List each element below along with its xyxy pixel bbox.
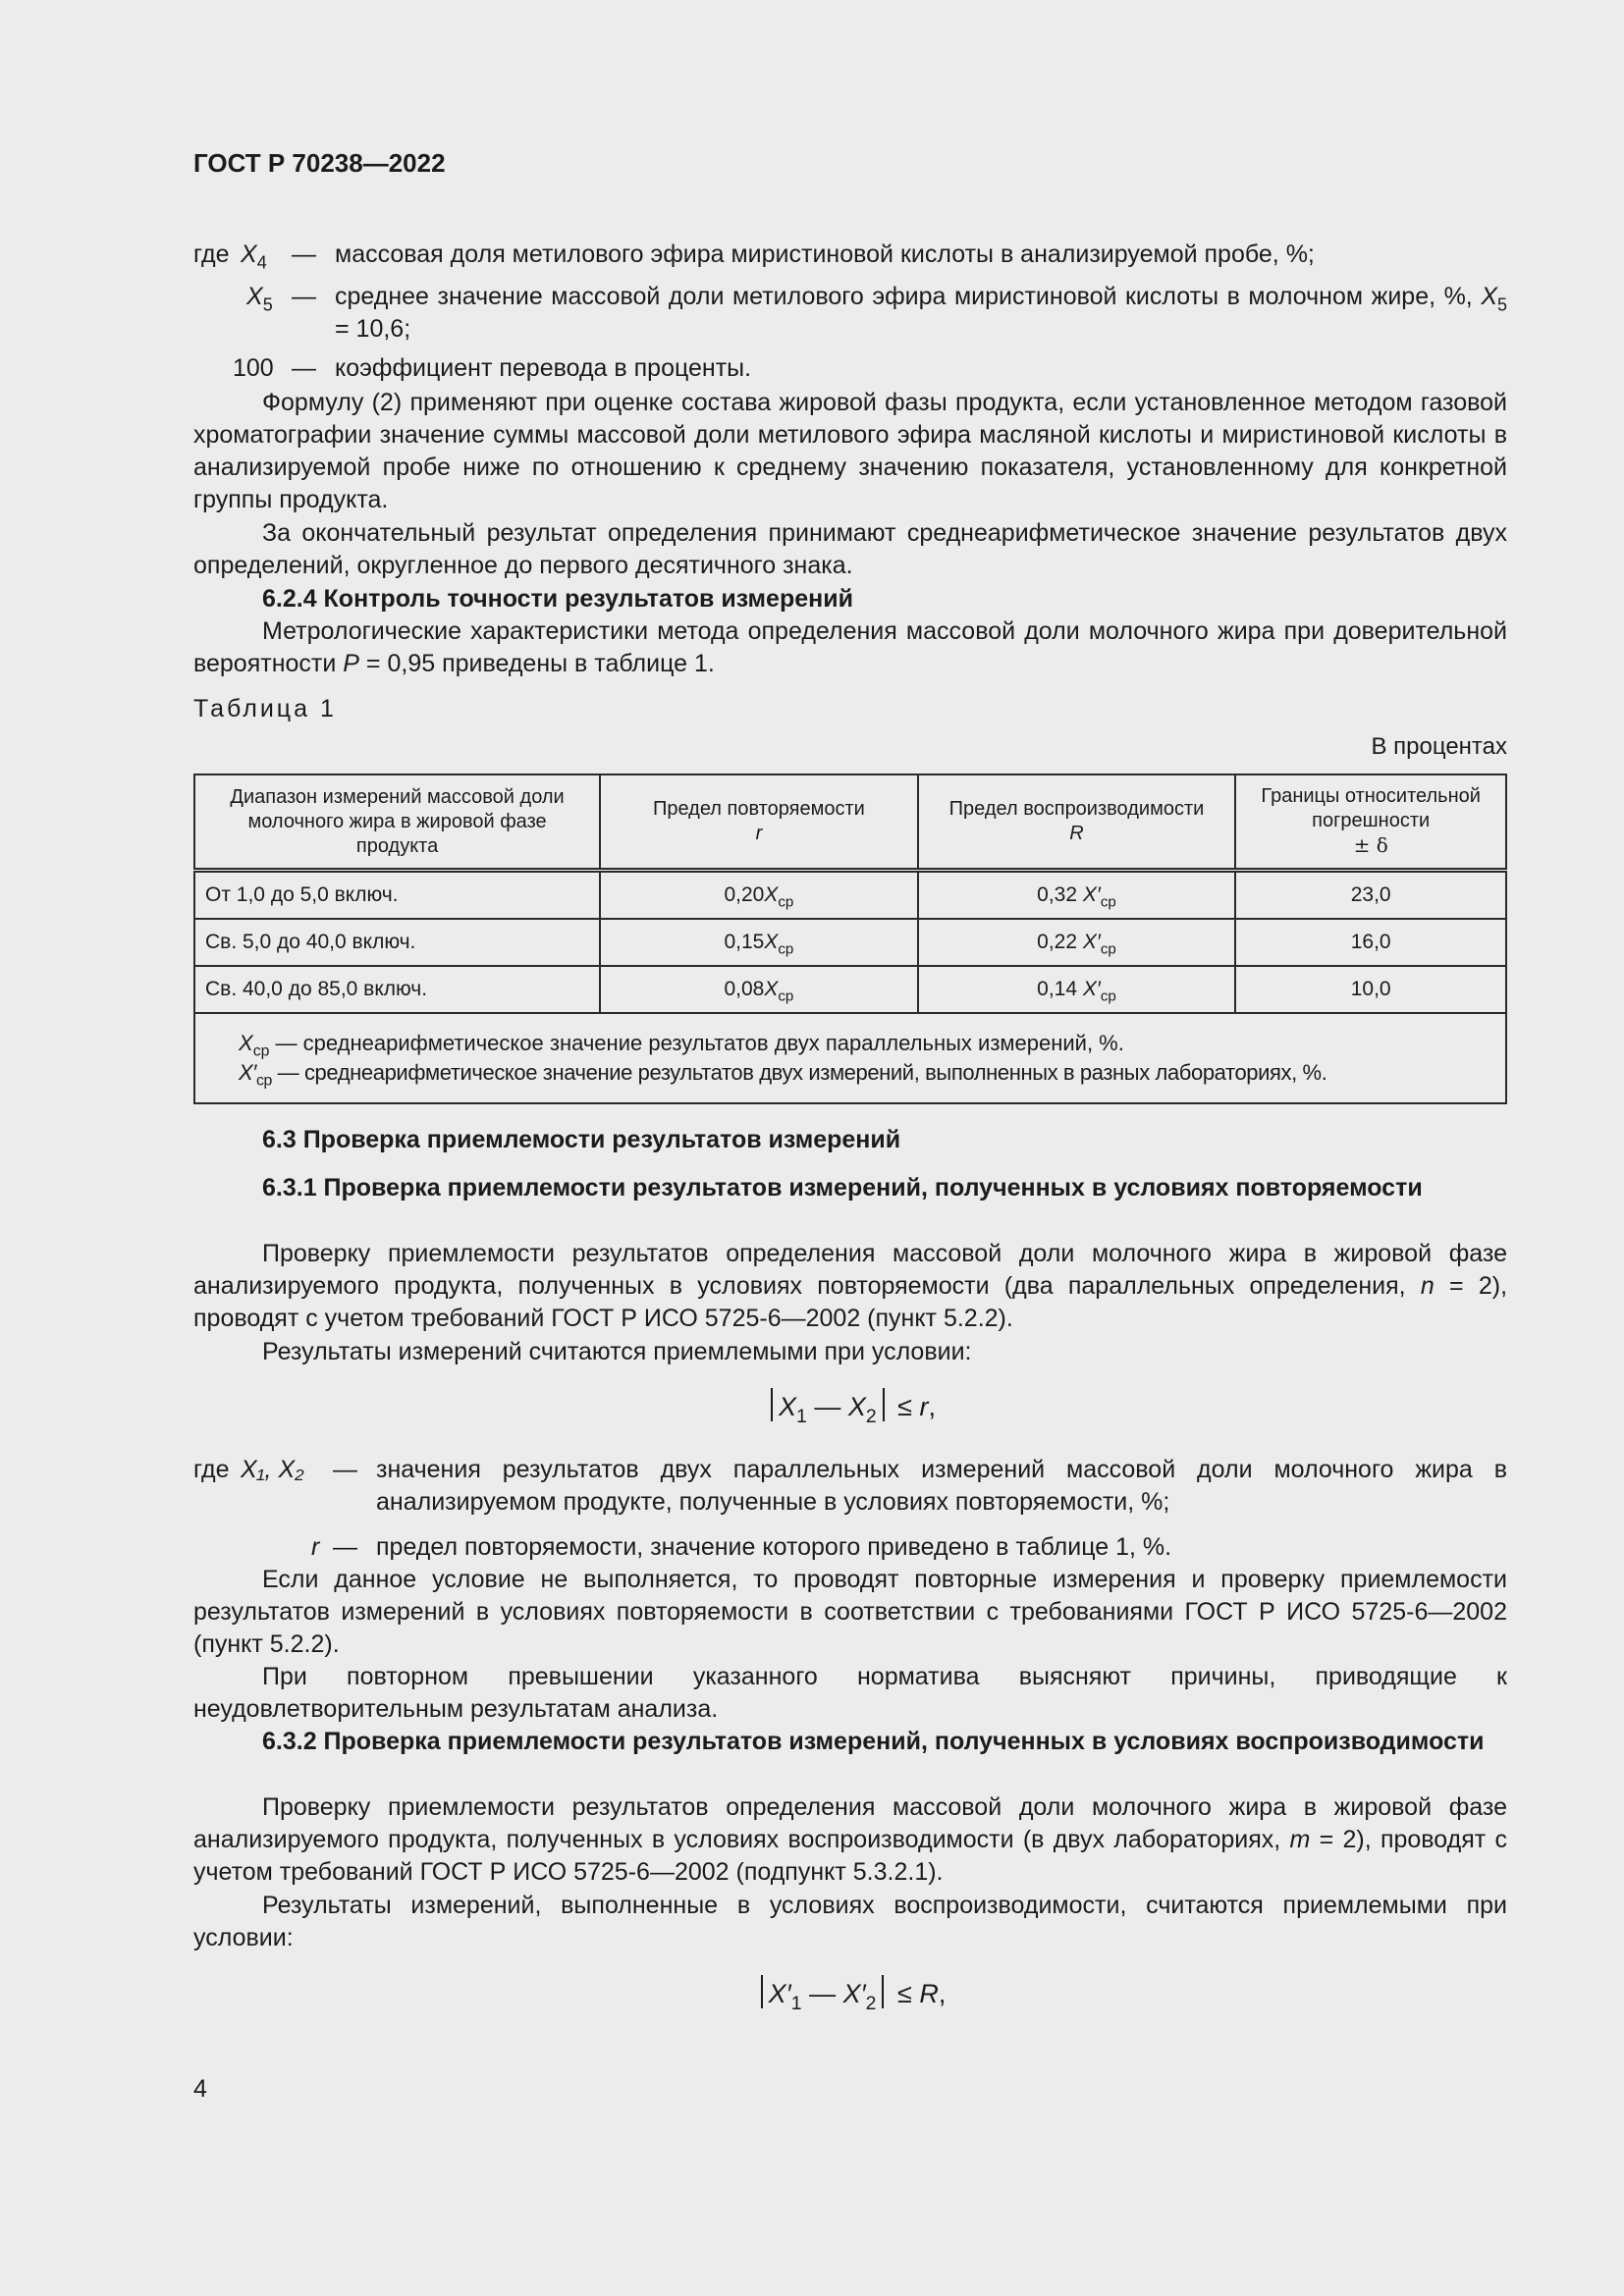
paragraph-reproducibility-condition: Результаты измерений, выполненные в условиях воспроизводимости, считаются приемлемыми при условии:	[193, 1892, 1507, 1951]
where-item-x5: $X_5$ — среднее значение массовой доли метилового эфира миристиновой кислоты в молочном жире, %, $X_5 = 10,6$;	[193, 281, 1507, 346]
paragraph-repeat-measurements: Если данное условие не выполняется, то проводят повторные измерения и проверку приемлемости результатов измерений в условиях повторяемости в соответствии с требованиями ГОСТ Р ИСО 5725-6—2002 (пункт 5.2.2).	[193, 1566, 1507, 1658]
table-cell-range: От 1,0 до 5,0 включ.	[194, 871, 600, 920]
table-header-range: Диапазон измерений массовой доли молочного жира в жировой фазе продукта	[194, 774, 600, 871]
where-text-x5: среднее значение массовой доли метилового эфира миристиновой кислоты в молочном жире, %, $X_5 = 10,6$;	[335, 283, 1508, 343]
where-item-r	[193, 1531, 1507, 1564]
table-cell-r: $0,15X_{ср}$	[600, 919, 918, 966]
table-1	[193, 774, 1507, 1104]
symbol-x1-x2: X₁, X₂	[241, 1456, 304, 1483]
table-row	[194, 966, 1506, 1013]
symbol-x4: X	[241, 240, 257, 268]
table-note-row	[194, 1013, 1506, 1103]
paragraph-metrology: Метрологические характеристики метода определения массовой доли молочного жира при доверительной вероятности P = 0,95 приведены в таблице 1.	[193, 617, 1507, 677]
table-cell-R: 0,32 $X'_{ср}$	[918, 871, 1236, 920]
where-lead: где	[193, 1456, 230, 1483]
table-row	[194, 919, 1506, 966]
table-header-repeatability: Предел повторяемости r	[600, 774, 918, 871]
table-cell-range: Св. 5,0 до 40,0 включ.	[194, 919, 600, 966]
table-cell-range: Св. 40,0 до 85,0 включ.	[194, 966, 600, 1013]
paragraph-acceptance-condition: Результаты измерений считаются приемлемыми при условии:	[262, 1338, 972, 1365]
dash: —	[333, 1533, 357, 1561]
table-row	[194, 871, 1506, 920]
symbol-r: r	[311, 1533, 320, 1561]
table-units: В процентах	[1371, 733, 1507, 760]
paragraph-formula-2: Формулу (2) применяют при оценке состава жировой фазы продукта, если установленное методом газовой хроматографии значение суммы массовой доли метилового эфира масляной кислоты и миристиновой кислоты в анализируемой пробе ниже по отношению к среднему значению показателя, установленному для конкретной группы продукта.	[193, 389, 1507, 513]
table-cell-R: 0,22 $X'_{ср}$	[918, 919, 1236, 966]
heading-6-3-1: 6.3.1 Проверка приемлемости результатов измерений, полученных в условиях повторяемости	[262, 1174, 1423, 1201]
table-cell-r: $0,20X_{ср}$	[600, 871, 918, 920]
dash: —	[292, 354, 316, 382]
heading-6-2-4: 6.2.4 Контроль точности результатов измерений	[262, 585, 853, 613]
table-caption: Таблица 1	[193, 695, 337, 722]
document-header: ГОСТ Р 70238—2022	[193, 148, 446, 178]
heading-6-3: 6.3 Проверка приемлемости результатов измерений	[262, 1126, 901, 1153]
dash: —	[292, 240, 316, 268]
table-note	[194, 1013, 1506, 1103]
symbol-x5: X	[246, 283, 263, 310]
where-item-x4: где $X_4$ — массовая доля метилового эфира миристиновой кислоты в анализируемой пробе, %;	[193, 240, 1315, 273]
where-text-100: коэффициент перевода в проценты.	[335, 354, 752, 382]
table-cell-delta: 10,0	[1235, 966, 1506, 1013]
where-item-x1-x2	[193, 1454, 1507, 1519]
formula-reproducibility: $X'_1$ — $X'_2 \le R$,	[193, 1975, 1507, 2010]
page-number: 4	[193, 2075, 207, 2103]
table-header-error: Границы относительной погрешности ± δ	[1235, 774, 1506, 871]
heading-6-3-2: 6.3.2 Проверка приемлемости результатов измерений, полученных в условиях воспроизводимости	[262, 1728, 1485, 1755]
where-item-100	[193, 352, 1507, 385]
where-text-r: предел повторяемости, значение которого приведено в таблице 1, %.	[376, 1533, 1172, 1561]
table-note-xcp: $X_{ср}$ — среднеарифметическое значение результатов двух параллельных измерений, %.	[239, 1031, 1124, 1060]
formula-repeatability: $X_1$ — $X_2 \le r$,	[193, 1388, 1507, 1423]
table-cell-R: 0,14 $X'_{ср}$	[918, 966, 1236, 1013]
table-cell-r: $0,08X_{ср}$	[600, 966, 918, 1013]
where-lead: где	[193, 240, 230, 268]
paragraph-repeatability-check: Проверку приемлемости результатов определения массовой доли молочного жира в жировой фазе анализируемого продукта, полученных в условиях повторяемости (два параллельных определения, n = 2), проводят с учетом требований ГОСТ Р ИСО 5725-6—2002 (пункт 5.2.2).	[193, 1240, 1508, 1332]
paragraph-repeated-exceed: При повторном превышении указанного норматива выясняют причины, приводящие к неудовлетворительным результатам анализа.	[193, 1663, 1507, 1723]
symbol-100: 100	[233, 354, 274, 382]
paragraph-final-result: За окончательный результат определения принимают среднеарифметическое значение результатов двух определений, округленное до первого десятичного знака.	[193, 519, 1507, 579]
paragraph-reproducibility-check: Проверку приемлемости результатов определения массовой доли молочного жира в жировой фазе анализируемого продукта, полученных в условиях воспроизводимости (в двух лабораториях, m = 2), проводят с учетом требований ГОСТ Р ИСО 5725-6—2002 (подпункт 5.3.2.1).	[193, 1793, 1507, 1886]
dash: —	[292, 283, 316, 310]
table-cell-delta: 16,0	[1235, 919, 1506, 966]
table-cell-delta: 23,0	[1235, 871, 1506, 920]
table-note-xcp-prime: $X'_{ср}$ — среднеарифметическое значение результатов двух измерений, выполненных в разных лабораториях, %.	[239, 1060, 1327, 1090]
table-header-row	[194, 774, 1506, 871]
dash: —	[333, 1456, 357, 1483]
where-text-x1-x2: значения результатов двух параллельных измерений массовой доли молочного жира в анализируемом продукте, полученные в условиях повторяемости, %;	[376, 1456, 1507, 1516]
table-header-reproducibility: Предел воспроизводимости R	[918, 774, 1236, 871]
where-text-x4: массовая доля метилового эфира миристиновой кислоты в анализируемой пробе, %;	[335, 240, 1315, 268]
